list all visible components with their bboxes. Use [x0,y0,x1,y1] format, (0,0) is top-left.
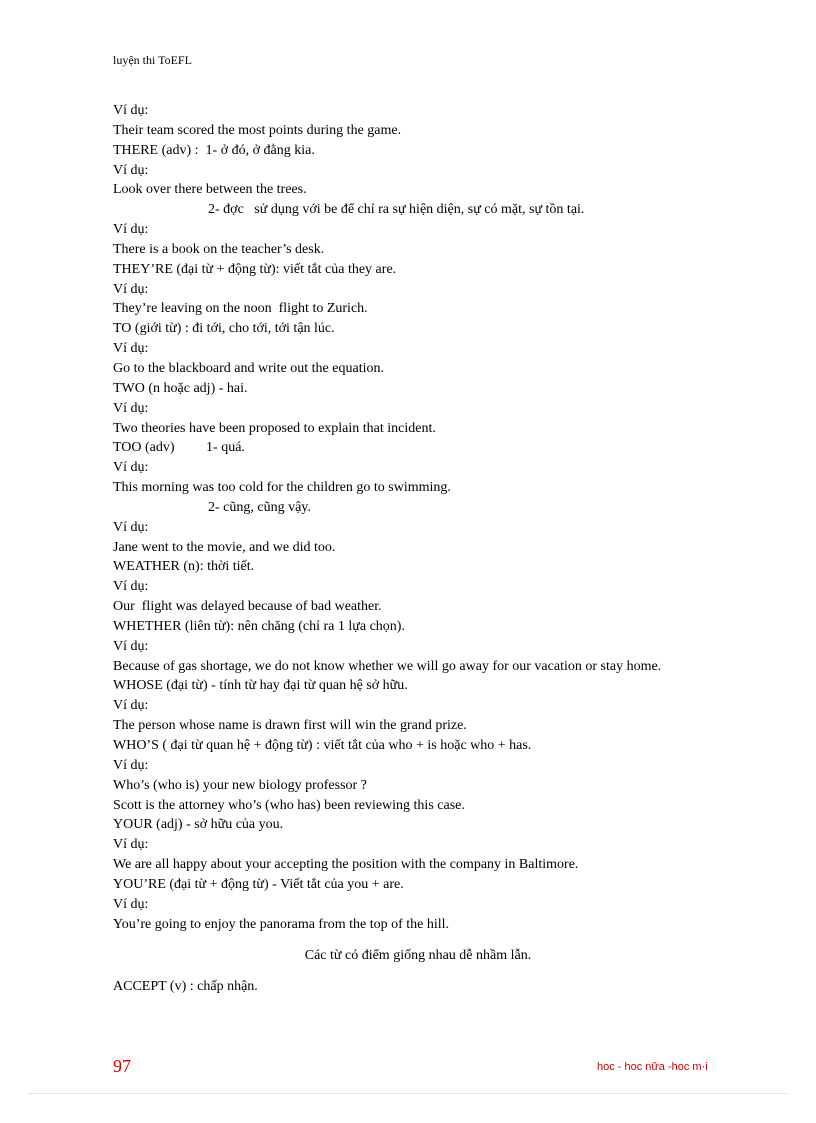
text-line: Because of gas shortage, we do not know whether we will go away for our vacation or stay home. [113,658,662,674]
text-line: Ví dụ: [113,341,149,357]
text-line: We are all happy about your accepting the position with the company in Baltimore. [113,857,579,873]
text-line: Their team scored the most points during the game. [113,122,402,138]
text-line: Ví dụ: [113,837,149,853]
running-header: luyện thi ToEFL [113,53,192,67]
text-line: Ví dụ: [113,638,149,654]
text-line: 2- đợc sử dụng với be để chỉ ra sự hiện diện, sự có mặt, sự tồn tại. [208,202,585,218]
text-line: TWO (n hoặc adj) - hai. [113,380,248,396]
text-line: Các từ có điểm giống nhau dễ nhầm lẫn. [304,948,532,964]
text-line: Who’s (who is) your new biology professor ? [113,777,367,793]
text-line: Look over there between the trees. [113,182,307,198]
text-line: WHETHER (liên từ): nên chăng (chỉ ra 1 lựa chọn). [113,618,405,634]
text-line: 2- cũng, cũng vậy. [208,499,311,515]
footer-divider [28,1093,788,1094]
page-number: 97 [113,1056,131,1076]
text-line: Ví dụ: [113,222,149,238]
text-line: Ví dụ: [113,579,149,595]
text-line: WEATHER (n): thời tiết. [113,559,255,575]
text-line: Ví dụ: [113,896,149,912]
text-line: YOUR (adj) - sở hữu của you. [113,817,284,833]
text-line: This morning was too cold for the children go to swimming. [113,480,451,496]
text-line: Ví dụ: [113,460,149,476]
text-line: Ví dụ: [113,757,149,773]
text-line: WHO’S ( đại từ quan hệ + động từ) : viết tắt của who + is hoặc who + has. [113,738,532,753]
text-line: The person whose name is drawn first will win the grand prize. [113,718,467,734]
text-line: They’re leaving on the noon flight to Zurich. [113,301,368,317]
document-body [113,101,733,997]
text-line: Two theories have been proposed to explain that incident. [113,420,436,436]
footer-tagline: hoc - hoc nữa -hoc m·i [597,1061,708,1073]
text-line: Scott is the attorney who’s (who has) been reviewing this case. [113,797,465,813]
text-line: Ví dụ: [113,281,149,297]
text-line: Go to the blackboard and write out the equation. [113,360,384,376]
text-line: TO (giới từ) : đi tới, cho tới, tới tận lúc. [113,321,335,337]
text-line: ACCEPT (v) : chấp nhận. [113,979,258,995]
text-line: YOU’RE (đại từ + động từ) - Viết tắt của you + are. [113,876,404,892]
text-line: THERE (adv) : 1- ở đó, ở đằng kia. [113,142,315,158]
text-line: Ví dụ: [113,103,149,118]
text-line: Ví dụ: [113,698,149,714]
text-line: Ví dụ: [113,162,149,178]
text-line: WHOSE (đại từ) - tính từ hay đại từ quan hệ sở hữu. [113,678,408,694]
text-line: TOO (adv) 1- quá. [113,440,245,456]
text-line: THEY’RE (đại từ + động từ): viết tắt của they are. [113,261,397,277]
text-line: There is a book on the teacher’s desk. [113,241,325,257]
text-line: Our flight was delayed because of bad weather. [113,599,382,615]
text-line: You’re going to enjoy the panorama from the top of the hill. [113,916,450,932]
text-line: Jane went to the movie, and we did too. [113,539,336,555]
text-line: Ví dụ: [113,519,149,535]
text-line: Ví dụ: [113,400,149,416]
